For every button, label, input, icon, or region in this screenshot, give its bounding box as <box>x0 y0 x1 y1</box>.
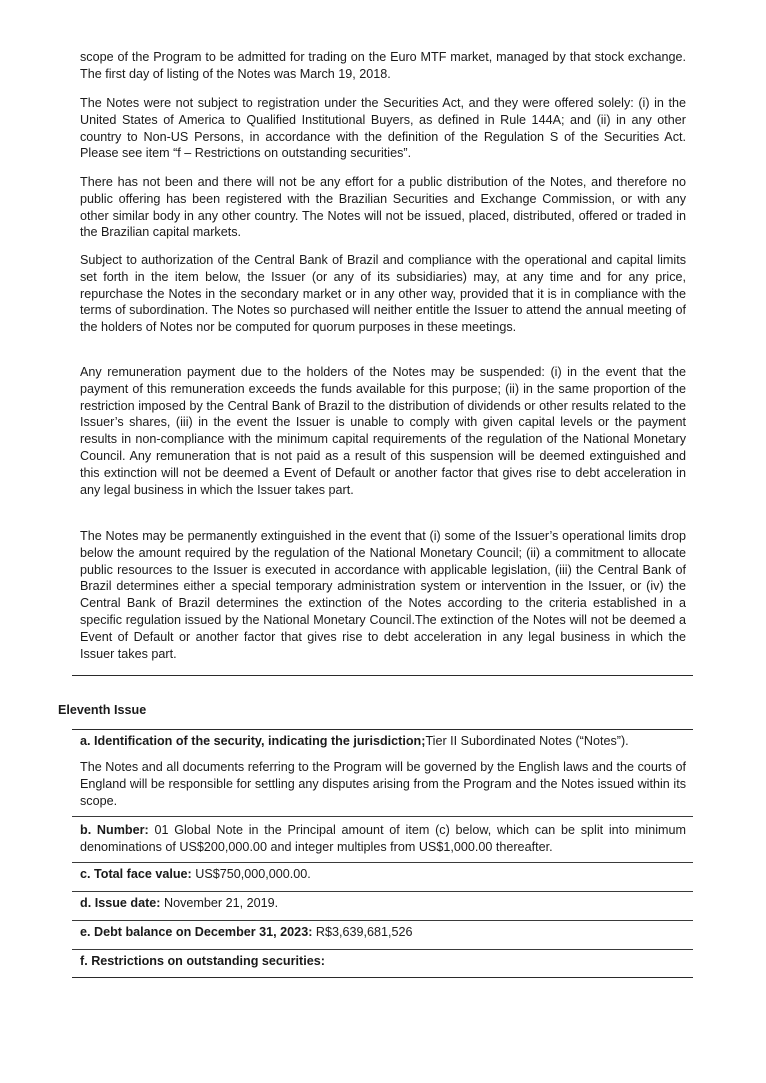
item-f-label: f. Restrictions on outstanding securities: <box>80 954 325 968</box>
paragraph-remuneration-suspension: Any remuneration payment due to the holders of the Notes may be suspended: (i) in the event that the payment of this remuneration exceeds the funds available for this purpose; (ii) in the same proportion of the restriction imposed by the Central Bank of Brazil to the distribution of dividends or other results related to the Issuer’s shares, (iii) in the event the Issuer is unable to comply with given capital levels or the payment results in non-compliance with the minimum capital requirements of the regulation of the National Monetary Council. Any remuneration that is not paid as a result of this suspension will be deemed extinguished and this extinction will not be deemed a Event of Default or another factor that gives rise to debt acceleration in any legal business in which the Issuer takes part. <box>80 365 686 497</box>
paragraph-repurchase: Subject to authorization of the Central Bank of Brazil and compliance with the operational and capital limits set forth in the item below, the Issuer (or any of its subsidiaries) may, at any time and for any price, repurchase the Notes in the secondary market or in any other way, provided that it is in compliance with the terms of subordination. The Notes so purchased will neither entitle the Issuer to attend the annual meeting of the holders of Notes nor be computed for quorum purposes in these meetings. <box>80 253 686 335</box>
item-b-label: b. Number: <box>80 823 149 837</box>
table-bottom-rule <box>72 977 693 978</box>
row-divider <box>72 949 693 950</box>
item-a-label: a. Identification of the security, indicating the jurisdiction; <box>80 734 426 748</box>
item-c-value: US$750,000,000.00. <box>191 867 311 881</box>
item-e-debt-balance <box>80 924 686 941</box>
paragraph-no-public-offering: There has not been and there will not be any effort for a public distribution of the Notes, and therefore no public offering has been registered with the Brazilian Securities and Exchange Commission, or with any other similar body in any other country. The Notes will not be issued, placed, distributed, offered or traded in the Brazilian capital markets. <box>80 175 686 240</box>
section-title: Eleventh Issue <box>58 703 147 717</box>
item-d-issue-date <box>80 895 686 912</box>
row-divider <box>72 920 693 921</box>
item-b-value: 01 Global Note in the Principal amount of item (c) below, which can be split into minimum denominations of US$200,000.00 and integer multiples from US$1,000.00 thereafter. <box>80 823 686 854</box>
item-c-face-value <box>80 866 686 883</box>
section-divider <box>72 675 693 676</box>
item-e-label: e. Debt balance on December 31, 2023: <box>80 925 313 939</box>
item-c-label: c. Total face value: <box>80 867 192 881</box>
row-divider <box>72 862 693 863</box>
row-divider <box>72 816 693 817</box>
item-e-value: R$3,639,681,526 <box>312 925 413 939</box>
table-top-rule <box>72 729 693 730</box>
item-a-governing-law: The Notes and all documents referring to the Program will be governed by the English laws and the courts of England will be responsible for settling any disputes arising from the Program and the Notes issued within its scope. <box>80 760 686 808</box>
item-a-value: Tier II Subordinated Notes (“Notes”). <box>425 734 629 748</box>
item-f-restrictions <box>80 953 686 970</box>
paragraph-listing: scope of the Program to be admitted for trading on the Euro MTF market, managed by that stock exchange. The first day of listing of the Notes was March 19, 2018. <box>80 50 686 81</box>
item-d-label: d. Issue date: <box>80 896 161 910</box>
item-a-identification <box>80 733 686 750</box>
paragraph-registration: The Notes were not subject to registration under the Securities Act, and they were offered solely: (i) in the United States of America to Qualified Institutional Buyers, as defined in Rule 144A; and (ii) in any other country to Non-US Persons, in accordance with the definition of the Regulation S of the Securities Act. Please see item “f – Restrictions on outstanding securities”. <box>80 96 686 161</box>
paragraph-extinction: The Notes may be permanently extinguished in the event that (i) some of the Issuer’s operational limits drop below the amount required by the regulation of the National Monetary Council; (ii) a commitment to allocate public resources to the Issuer is executed in accordance with applicable legislation, (iii) the Central Bank of Brazil determines either a special temporary administration system or intervention in the Issuer, or (iv) the Central Bank of Brazil determines the extinction of the Notes according to the criteria established in a specific regulation issued by the National Monetary Council.The extinction of the Notes will not be deemed a Event of Default or another factor that gives rise to debt acceleration in any legal business in which the Issuer takes part. <box>80 529 686 661</box>
row-divider <box>72 891 693 892</box>
item-d-value: November 21, 2019. <box>160 896 279 910</box>
item-b-number <box>80 822 686 856</box>
